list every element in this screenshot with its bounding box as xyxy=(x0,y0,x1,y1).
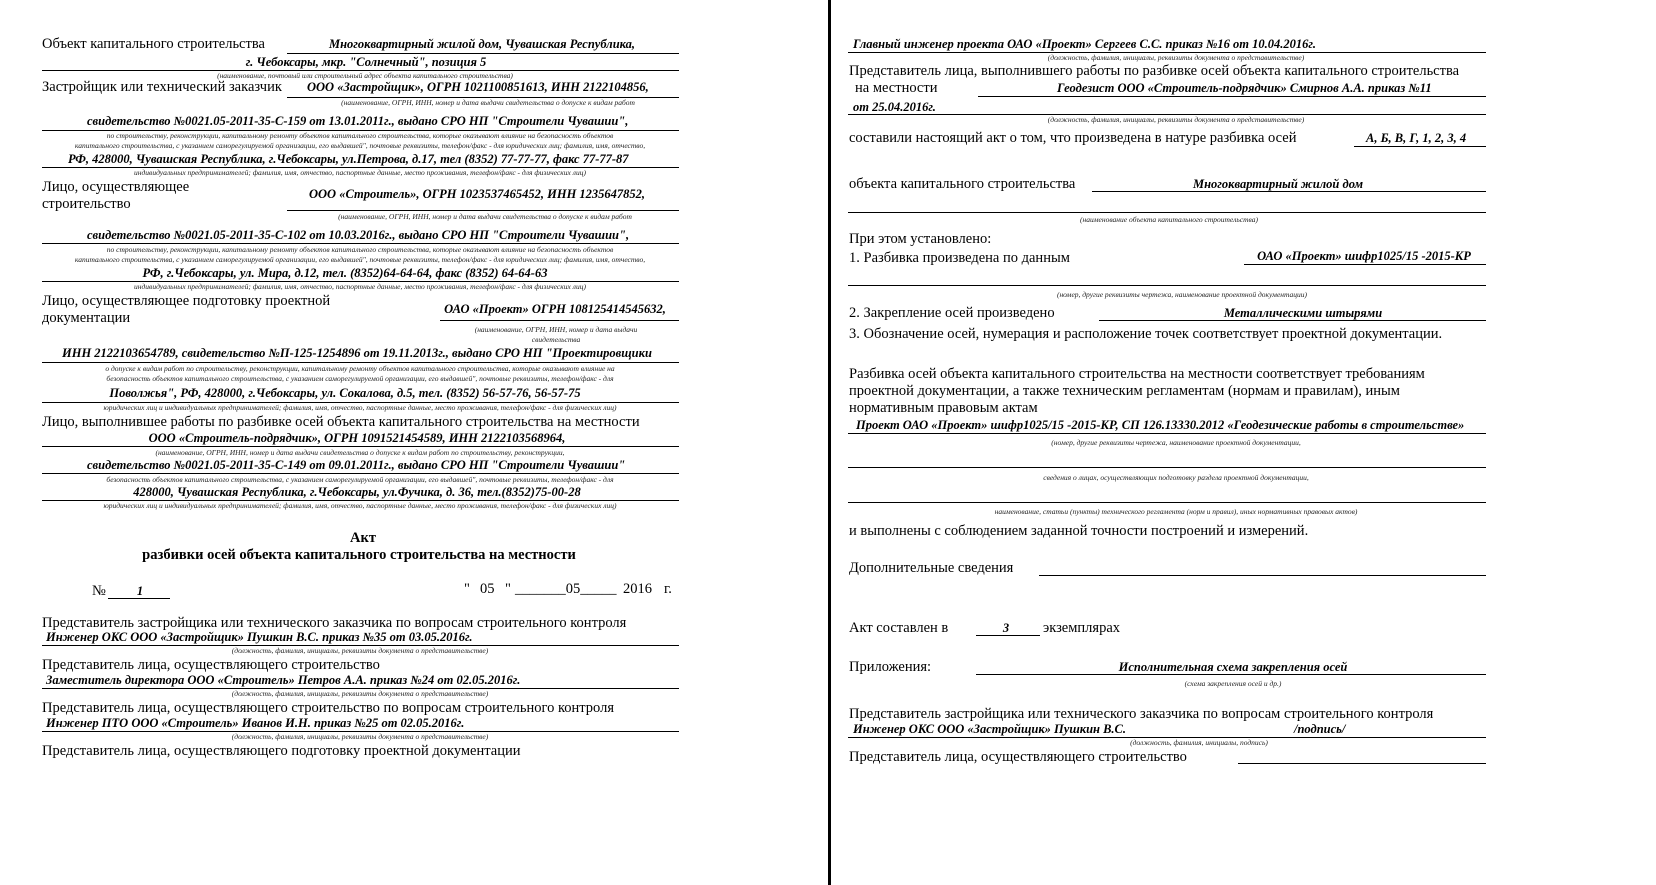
builder-hint-4: индивидуальных предпринимателей; фамилия, имя, отчество, паспортные данные, место проживания, телефон/факс - для физических лиц) xyxy=(134,282,586,291)
object-value-line-1: Многоквартирный жилой дом, Чувашская Республика, xyxy=(328,37,636,51)
chief-engineer-hint: (должность, фамилия, инициалы, реквизиты документа о представительстве) xyxy=(1047,53,1305,62)
date-year: 2016 xyxy=(623,581,652,597)
copies-underline xyxy=(976,635,1040,636)
builder-value-line-1: ООО «Строитель», ОГРН 1023537465452, ИНН 1235647852, xyxy=(309,187,646,201)
builder-value-line-3: РФ, г.Чебоксары, ул. Мира, д.12, тел. (8352)64-64-64, факс (8352) 64-64-63 xyxy=(142,266,548,280)
developer-value-line-1: ООО «Застройщик», ОГРН 1021100851613, ИНН 2122104856, xyxy=(307,80,649,94)
act-title: Акт xyxy=(350,530,376,546)
right-page xyxy=(836,0,1656,885)
rep-contractor-value-1: Геодезист ООО «Строитель-подрядчик» Смирнов А.А. приказ №11 xyxy=(1057,81,1432,95)
act-number-underline xyxy=(108,598,170,599)
copies-suffix: экземплярах xyxy=(1043,620,1121,636)
contractor-label: Лицо, выполнившее работы по разбивке осей объекта капитального строительства на местности xyxy=(42,414,640,430)
developer-value-line-2: свидетельство №0021.05-2011-35-С-159 от 13.01.2011г., выдано СРО НП "Строители Чувашии", xyxy=(87,114,629,128)
designer-value-line-1: ОАО «Проект» ОГРН 108125414545632, xyxy=(444,302,666,316)
sign-developer-hint: (должность, фамилия, инициалы, подпись) xyxy=(1130,738,1268,747)
object-hint: (наименование, почтовый или строительный адрес объекта капитального строительства) xyxy=(217,71,513,80)
object-value-line-2: г. Чебоксары, мкр. "Солнечный", позиция 5 xyxy=(245,55,487,69)
rep-contractor-underline-1 xyxy=(978,96,1486,97)
additional-underline xyxy=(1039,575,1486,576)
item3-label: 3. Обозначение осей, нумерация и расположение точек соответствует проектной документации. xyxy=(849,326,1443,342)
sign-builder-underline xyxy=(1238,763,1486,764)
object-value-right: Многоквартирный жилой дом xyxy=(1192,177,1364,191)
rep-builder-label: Представитель лица, осуществляющего строительство xyxy=(42,657,380,673)
contractor-value-line-2: свидетельство №0021.05-2011-35-С-149 от 09.01.2011г., выдано СРО НП "Строители Чувашии" xyxy=(87,458,626,472)
contractor-underline-1 xyxy=(42,446,679,447)
date-month: _______05_____ xyxy=(515,581,617,597)
contractor-value-line-1: ООО «Строитель-подрядчик», ОГРН 1091521454589, ИНН 2122103568964, xyxy=(148,431,566,445)
contractor-hint-3: юридических лиц и индивидуальных предпринимателей; фамилия, имя, отчество, паспортные данные, место проживания, телефон/факс - для физических лиц) xyxy=(103,501,617,510)
act-subtitle: разбивки осей объекта капитального строительства на местности xyxy=(142,547,576,563)
contractor-value-line-3: 428000, Чувашская Республика, г.Чебоксары, ул.Фучика, д. 36, тел.(8352)75-00-28 xyxy=(133,485,581,499)
object-underline-right-1 xyxy=(1092,191,1486,192)
project-value: Проект ОАО «Проект» шифр1025/15 -2015-КР, СП 126.13330.2012 «Геодезические работы в строительстве» xyxy=(856,418,1465,432)
rep-designer-label: Представитель лица, осуществляющего подготовку проектной документации xyxy=(42,743,521,759)
designer-hint-3: безопасность объектов капитального строительства, с указанием саморегулируемой организации, его выдавшей", почтовые реквизиты, телефон/факс - для xyxy=(106,374,614,383)
developer-hint-1: (наименование, ОГРН, ИНН, номер и дата выдачи свидетельства о допуске к видам работ xyxy=(341,98,635,107)
developer-label: Застройщик или технический заказчик xyxy=(42,79,282,95)
designer-hint-1b: свидетельства xyxy=(531,335,581,344)
contractor-hint-1: (наименование, ОГРН, ИНН, номер и дата выдачи свидетельства о допуске к видам работ по строительству, реконструкции, xyxy=(155,448,565,457)
rep-builder-control-hint: (должность, фамилия, инициалы, реквизиты документа о представительстве) xyxy=(231,732,489,741)
rep-contractor-label-2: на местности xyxy=(855,80,938,96)
object-label: Объект капитального строительства xyxy=(42,36,265,52)
designer-hint-2: о допуске к видам работ по строительству, реконструкции, капитальному ремонту объектов капитального строительства, которые оказывают влияние на xyxy=(105,364,615,373)
contractor-hint-2: безопасность объектов капитального строительства, с указанием саморегулируемой организации, его выдавшей", почтовые реквизиты, телефон/факс - для xyxy=(106,475,614,484)
composed-label: составили настоящий акт о том, что произведена в натуре разбивка осей xyxy=(849,130,1297,146)
item2-underline xyxy=(1099,320,1486,321)
attachments-hint: (схема закрепления осей и др.) xyxy=(1184,679,1282,688)
designer-label-1: Лицо, осуществляющее подготовку проектной xyxy=(42,293,331,309)
rep-contractor-value-2: от 25.04.2016г. xyxy=(853,100,936,114)
designer-hint-1: (наименование, ОГРН, ИНН, номер и дата выдачи xyxy=(474,325,638,334)
object-hint-right: (наименование объекта капитального строительства) xyxy=(1080,215,1258,224)
sign-builder-label: Представитель лица, осуществляющего строительство xyxy=(849,749,1187,765)
item1-underline-2 xyxy=(848,285,1486,286)
designer-value-line-3: Поволжья", РФ, 428000, г.Чебоксары, ул. Сокалова, д.5, тел. (8352) 56-57-76, 56-57-75 xyxy=(109,386,581,400)
rep-builder-value: Заместитель директора ООО «Строитель» Петров А.А. приказ №24 от 02.05.2016г. xyxy=(46,673,521,687)
item1-value: ОАО «Проект» шифр1025/15 -2015-КР xyxy=(1257,249,1471,263)
conform-line-2: проектной документации, а также техническим регламентам (нормам и правилам), иным xyxy=(849,383,1400,399)
developer-hint-2: по строительству, реконструкции, капитальному ремонту объектов капитального строительства, которые оказывают влияние на безопасность объектов xyxy=(106,131,614,140)
attachments-value: Исполнительная схема закрепления осей xyxy=(1118,660,1348,674)
date-close-quote: " xyxy=(505,581,511,597)
developer-hint-4: индивидуальных предпринимателей; фамилия, имя, отчество, паспортные данные, место проживания, телефон/факс - для физических лиц) xyxy=(134,168,586,177)
item1-label: 1. Разбивка произведена по данным xyxy=(849,250,1070,266)
conform-line-1: Разбивка осей объекта капитального строительства на местности соответствует требованиям xyxy=(849,366,1425,382)
copies-label: Акт составлен в xyxy=(849,620,949,636)
object-label-right: объекта капитального строительства xyxy=(849,176,1076,192)
developer-value-line-3: РФ, 428000, Чувашская Республика, г.Чебоксары, ул.Петрова, д.17, тел (8352) 77-77-77, факс 77-77-87 xyxy=(68,152,629,166)
rep-developer-hint: (должность, фамилия, инициалы, реквизиты документа о представительстве) xyxy=(231,646,489,655)
sign-developer-value: Инженер ОКС ООО «Застройщик» Пушкин В.С. xyxy=(853,722,1127,736)
act-number-value: 1 xyxy=(136,584,144,598)
persons-hint: сведения о лицах, осуществляющих подготовку раздела проектной документации, xyxy=(1043,473,1309,482)
conform-line-3: нормативным правовым актам xyxy=(849,400,1038,416)
rep-developer-label: Представитель застройщика или технического заказчика по вопросам строительного контроля xyxy=(42,615,627,631)
established-label: При этом установлено: xyxy=(849,231,992,247)
contractor-underline-2 xyxy=(42,473,679,474)
rep-contractor-hint: (должность, фамилия, инициалы, реквизиты документа о представительстве) xyxy=(1047,115,1305,124)
axes-underline xyxy=(1354,146,1486,147)
accuracy-label: и выполнены с соблюдением заданной точности построений и измерений. xyxy=(849,523,1309,539)
date-year-suffix: г. xyxy=(664,581,672,597)
designer-value-line-2: ИНН 2122103654789, свидетельство №П-125-1254896 от 19.11.2013г., выдано СРО НП "Проектировщики xyxy=(62,346,652,360)
object-underline-right-2 xyxy=(848,212,1486,213)
designer-hint-4: юридических лиц и индивидуальных предпринимателей; фамилия, имя, отчество, паспортные данные, место проживания, телефон/факс - для физических лиц) xyxy=(103,403,617,412)
persons-underline-top xyxy=(848,467,1486,468)
builder-label-1: Лицо, осуществляющее xyxy=(42,179,190,195)
attachments-underline xyxy=(976,674,1486,675)
item1-underline-1 xyxy=(1244,264,1486,265)
item2-value: Металлическими штырями xyxy=(1223,306,1383,320)
item2-label: 2. Закрепление осей произведено xyxy=(849,305,1055,321)
designer-underline-2 xyxy=(42,362,679,363)
copies-value: 3 xyxy=(1002,621,1010,635)
designer-label-2: документации xyxy=(42,310,131,326)
builder-hint-2: по строительству, реконструкции, капитальному ремонту объектов капитального строительства, которые оказывают влияние на безопасность объектов xyxy=(106,245,614,254)
date-open-quote: " xyxy=(464,581,470,597)
attachments-label: Приложения: xyxy=(849,659,932,675)
builder-hint-3: капитального строительства, с указанием саморегулируемой организации, его выдавшей", почтовые реквизиты, телефон/факс - для юридических лиц; фамилия, имя, отчество, xyxy=(74,255,646,264)
chief-engineer-value: Главный инженер проекта ОАО «Проект» Сергеев С.С. приказ №16 от 10.04.2016г. xyxy=(853,37,1316,51)
rep-builder-control-value: Инженер ПТО ООО «Строитель» Иванов И.Н. приказ №25 от 02.05.2016г. xyxy=(46,716,465,730)
developer-hint-3: капитального строительства, с указанием саморегулируемой организации, его выдавшей", почтовые реквизиты, телефон/факс - для юридических лиц; фамилия, имя, отчество, xyxy=(74,141,646,150)
rep-builder-hint: (должность, фамилия, инициалы, реквизиты документа о представительстве) xyxy=(231,689,489,698)
regulations-hint: наименование, статьи (пункты) технического регламента (норм и правил), иных нормативных правовых актов) xyxy=(994,507,1358,516)
project-underline xyxy=(848,433,1486,434)
rep-contractor-label-1: Представитель лица, выполнившего работы по разбивке осей объекта капитального строительства xyxy=(849,63,1460,79)
builder-hint-1: (наименование, ОГРН, ИНН, номер и дата выдачи свидетельства о допуске к видам работ xyxy=(338,212,632,221)
project-hint: (номер, другие реквизиты чертежа, наименование проектной документации, xyxy=(1051,438,1301,447)
builder-label-2: строительство xyxy=(42,196,131,212)
builder-underline-1 xyxy=(287,210,679,211)
object-underline-1 xyxy=(287,53,679,54)
item1-hint: (номер, другие реквизиты чертежа, наименование проектной документации) xyxy=(1056,290,1308,299)
sign-developer-label: Представитель застройщика или технического заказчика по вопросам строительного контроля xyxy=(849,706,1434,722)
axes-value: А, Б, В, Г, 1, 2, 3, 4 xyxy=(1366,131,1467,145)
date-day: 05 xyxy=(480,581,495,597)
builder-value-line-2: свидетельство №0021.05-2011-35-С-102 от 10.03.2016г., выдано СРО НП "Строители Чувашии", xyxy=(87,228,630,242)
persons-underline-bottom xyxy=(848,502,1486,503)
act-number-label: № xyxy=(92,583,106,599)
rep-developer-value: Инженер ОКС ООО «Застройщик» Пушкин В.С. приказ №35 от 03.05.2016г. xyxy=(46,630,473,644)
rep-builder-control-label: Представитель лица, осуществляющего строительство по вопросам строительного контроля xyxy=(42,700,614,716)
designer-underline-1 xyxy=(440,320,679,321)
additional-label: Дополнительные сведения xyxy=(849,560,1014,576)
signature-value: /подпись/ xyxy=(1294,722,1346,736)
builder-underline-2 xyxy=(42,243,679,244)
